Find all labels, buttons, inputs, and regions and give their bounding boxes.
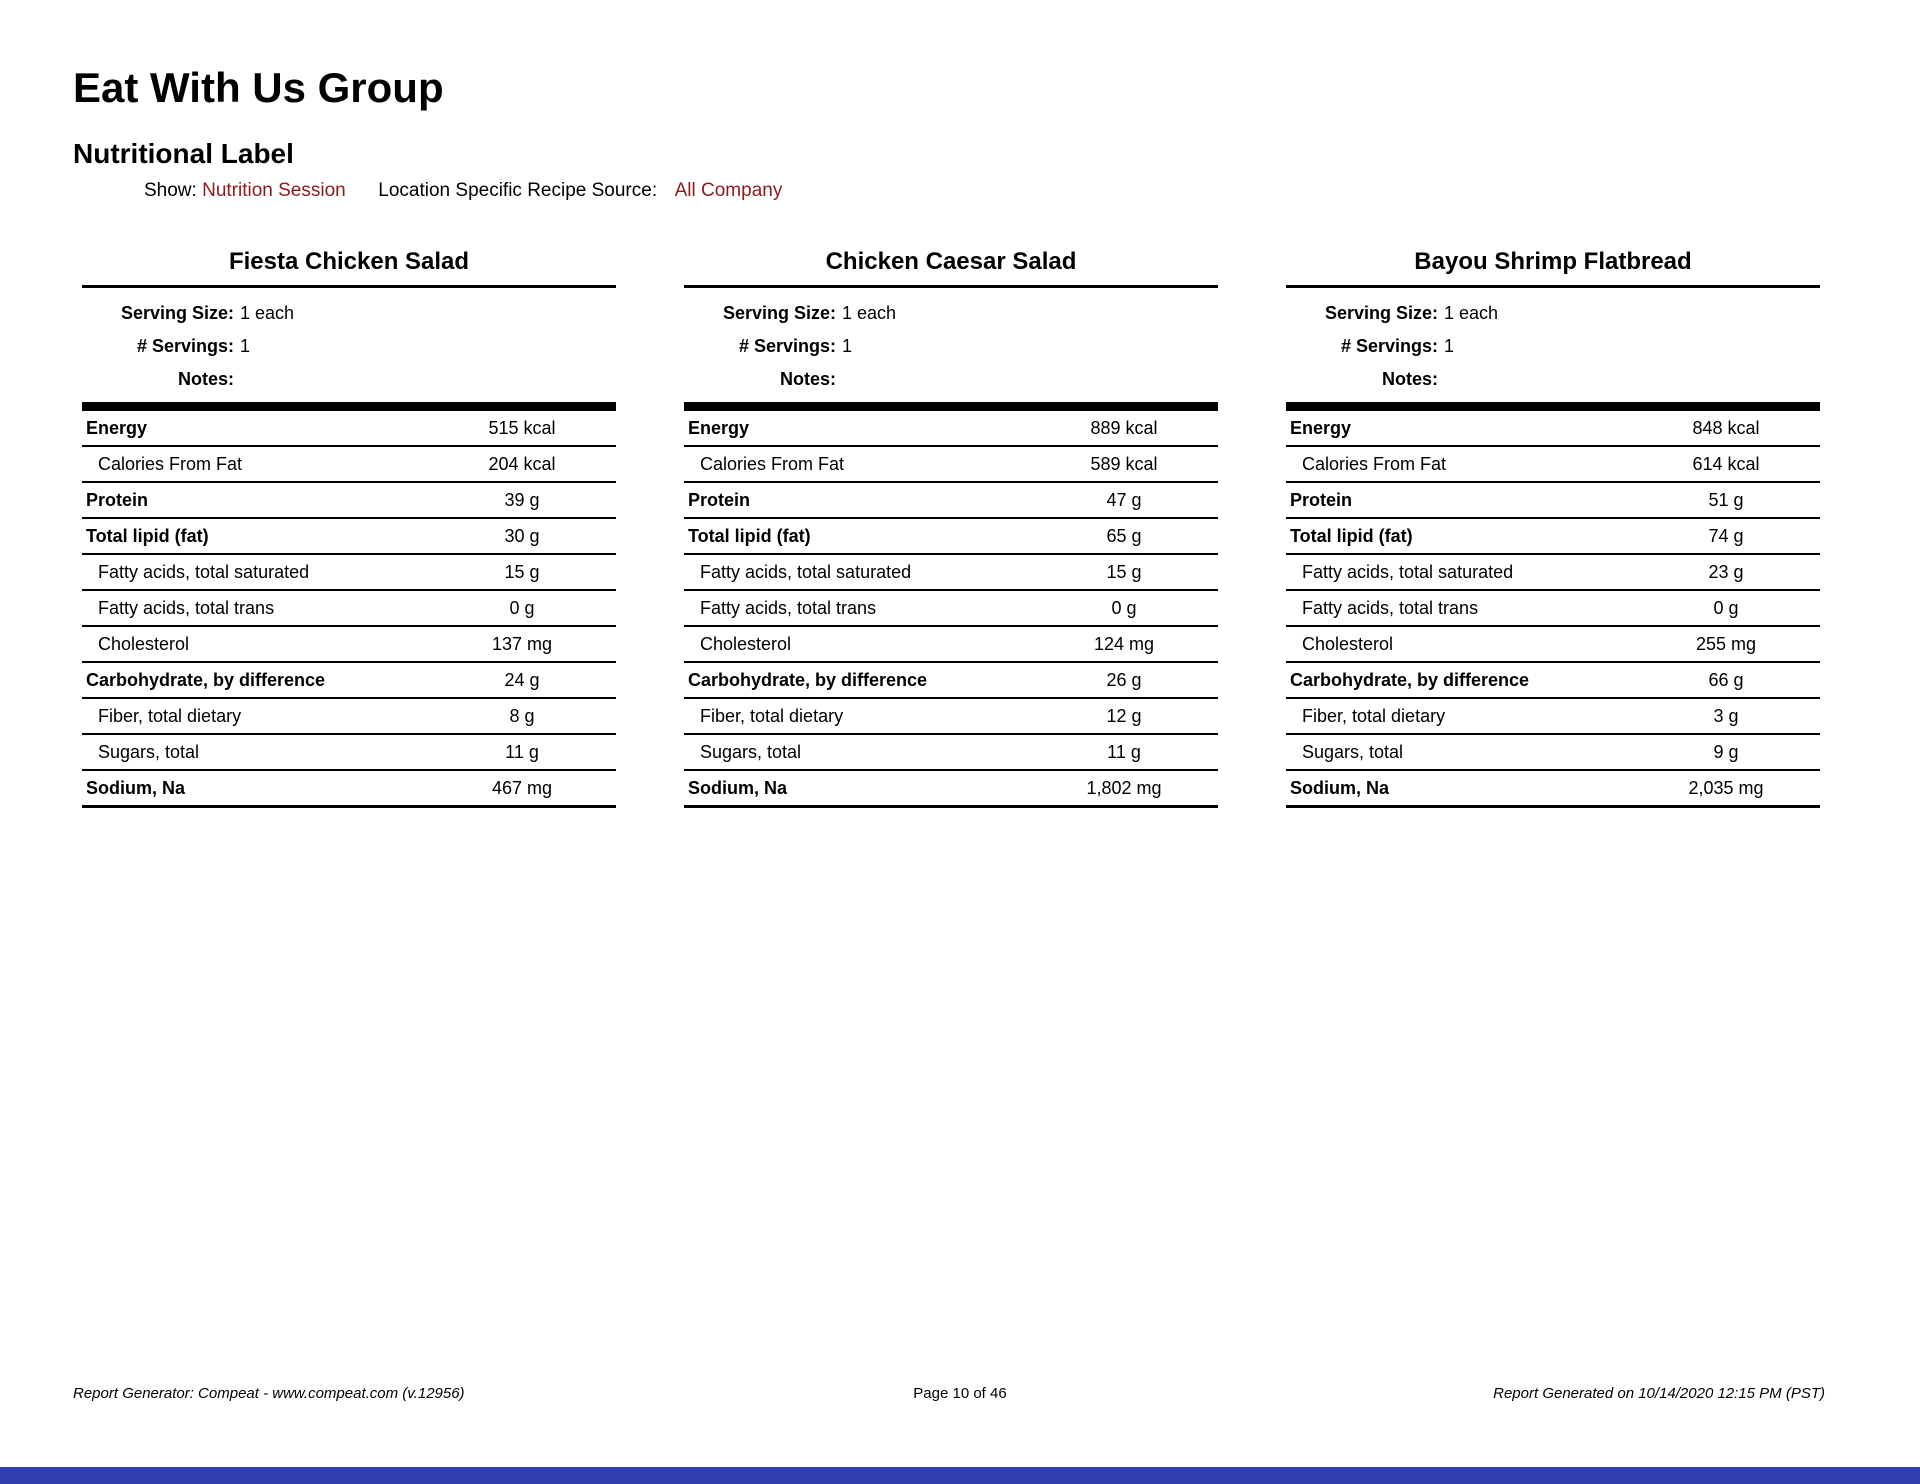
show-value: Nutrition Session [202,180,346,201]
nutrient-name: Fatty acids, total saturated [98,561,310,582]
nutrient-name: Carbohydrate, by difference [86,669,326,690]
nutrient-name: Cholesterol [1302,633,1394,654]
nutrient-name: Total lipid (fat) [86,525,209,546]
serving-size-label: Serving Size: [1324,303,1438,323]
nutrient-value: 23 g [1708,561,1744,582]
nutrition-labels [82,248,1820,808]
nutrient-value: 47 g [1106,489,1142,510]
recipe-title: Fiesta Chicken Salad [82,248,616,288]
nutrient-row [684,627,1218,663]
notes-label: Notes: [1381,369,1438,389]
nutrient-row [1286,555,1820,591]
nutrient-row [1286,411,1820,447]
footer-page-number: Page 10 of 46 [913,1385,1007,1402]
label-head [684,288,1218,402]
nutrient-name: Protein [86,489,149,510]
nutrient-row [1286,663,1820,699]
nutrient-name: Sugars, total [1302,741,1404,762]
nutrient-value: 2,035 mg [1688,777,1764,798]
nutrient-value: 15 g [504,561,540,582]
nutrient-value: 11 g [505,741,539,762]
servings-value: 1 [842,336,853,356]
nutrient-row [684,555,1218,591]
report-title: Nutritional Label [73,138,294,169]
nutrient-name: Total lipid (fat) [688,525,811,546]
nutrient-row [82,483,616,519]
nutrient-value: 204 kcal [488,453,556,474]
nutrient-rows [82,411,616,808]
nutrient-value: 11 g [1107,741,1141,762]
nutrient-row [1286,771,1820,808]
nutrient-row [684,519,1218,555]
nutrient-row [1286,447,1820,483]
nutrient-name: Fatty acids, total saturated [700,561,912,582]
source-value: All Company [674,180,783,201]
nutrient-value: 0 g [1713,597,1739,618]
serving-size-value: 1 each [842,303,897,323]
servings-label: # Servings: [136,336,234,356]
serving-size-label: Serving Size: [722,303,836,323]
nutrient-row [82,771,616,808]
recipe-title: Bayou Shrimp Flatbread [1286,248,1820,288]
nutrient-value: 467 mg [491,777,553,798]
label-head [1286,288,1820,402]
nutrient-row [82,555,616,591]
nutrient-value: 24 g [504,669,540,690]
nutrient-name: Sodium, Na [688,777,788,798]
nutrient-value: 12 g [1106,705,1142,726]
nutrient-row [684,411,1218,447]
nutrient-value: 74 g [1708,525,1744,546]
nutrient-value: 66 g [1708,669,1744,690]
nutrient-name: Sugars, total [700,741,802,762]
nutrient-row [82,447,616,483]
nutrient-name: Fatty acids, total trans [98,597,275,618]
nutrient-value: 848 kcal [1692,417,1760,438]
servings-value: 1 [1444,336,1455,356]
nutrient-rows [1286,411,1820,808]
nutrition-label [684,248,1218,808]
nutrient-name: Fiber, total dietary [98,705,242,726]
nutrient-name: Energy [688,417,750,438]
nutrient-value: 3 g [1713,705,1739,726]
nutrient-name: Sodium, Na [1290,777,1390,798]
serving-size-value: 1 each [1444,303,1499,323]
nutrient-row [1286,483,1820,519]
nutrient-name: Total lipid (fat) [1290,525,1413,546]
nutrient-value: 889 kcal [1090,417,1158,438]
recipe-title: Chicken Caesar Salad [684,248,1218,288]
servings-line [684,330,1218,363]
nutrient-name: Fatty acids, total trans [700,597,877,618]
bottom-bar [0,1467,1920,1484]
nutrient-value: 589 kcal [1090,453,1158,474]
nutrient-value: 51 g [1708,489,1744,510]
serving-size-value: 1 each [240,303,295,323]
footer-generated-timestamp: Report Generated on 10/14/2020 12:15 PM (PST) [1493,1385,1825,1402]
nutrient-value: 614 kcal [1692,453,1760,474]
nutrient-value: 1,802 mg [1086,777,1162,798]
nutrition-label [1286,248,1820,808]
nutrient-row [1286,735,1820,771]
nutrient-name: Calories From Fat [98,453,243,474]
nutrient-name: Fatty acids, total saturated [1302,561,1514,582]
serving-size-line [82,297,616,330]
report-parameters [144,180,782,202]
nutrient-value: 26 g [1106,669,1142,690]
nutrient-row [684,771,1218,808]
show-label: Show: [144,180,197,201]
nutrient-row [684,699,1218,735]
nutrient-row [82,411,616,447]
nutrient-name: Energy [86,417,148,438]
nutrition-label [82,248,616,808]
nutrient-row [684,447,1218,483]
notes-line [1286,363,1820,396]
notes-line [82,363,616,396]
nutrient-name: Fatty acids, total trans [1302,597,1479,618]
nutrient-name: Cholesterol [700,633,792,654]
notes-line [684,363,1218,396]
nutrient-name: Fiber, total dietary [700,705,844,726]
nutrient-value: 515 kcal [488,417,556,438]
nutrient-name: Protein [1290,489,1353,510]
nutrient-value: 124 mg [1093,633,1155,654]
nutrient-row [684,483,1218,519]
nutrient-row [82,519,616,555]
nutrient-name: Calories From Fat [1302,453,1447,474]
nutrient-value: 15 g [1106,561,1142,582]
servings-line [82,330,616,363]
divider-bar [82,402,616,411]
notes-label: Notes: [177,369,234,389]
nutrient-row [684,735,1218,771]
nutrient-value: 255 mg [1695,633,1757,654]
source-label: Location Specific Recipe Source: [378,180,658,201]
nutrient-name: Calories From Fat [700,453,845,474]
footer-generator: Report Generator: Compeat - www.compeat.com (v.12956) [73,1385,465,1402]
nutrient-value: 0 g [509,597,535,618]
nutrient-value: 8 g [509,705,535,726]
nutrient-name: Sodium, Na [86,777,186,798]
nutrient-value: 137 mg [491,633,553,654]
notes-label: Notes: [779,369,836,389]
nutrient-row [82,735,616,771]
report-footer [0,1385,1920,1407]
nutrient-name: Cholesterol [98,633,190,654]
nutrient-row [82,591,616,627]
nutrient-row [684,663,1218,699]
nutrient-row [82,699,616,735]
servings-label: # Servings: [738,336,836,356]
nutrient-row [1286,699,1820,735]
nutrient-row [684,591,1218,627]
nutrient-name: Carbohydrate, by difference [1290,669,1530,690]
label-head [82,288,616,402]
nutrient-name: Carbohydrate, by difference [688,669,928,690]
nutrient-name: Protein [688,489,751,510]
nutrient-value: 9 g [1713,741,1739,762]
serving-size-line [1286,297,1820,330]
nutrient-value: 65 g [1106,525,1142,546]
serving-size-label: Serving Size: [120,303,234,323]
divider-bar [684,402,1218,411]
nutrient-value: 39 g [504,489,540,510]
servings-line [1286,330,1820,363]
servings-value: 1 [240,336,251,356]
servings-label: # Servings: [1340,336,1438,356]
nutrient-row [1286,591,1820,627]
serving-size-line [684,297,1218,330]
company-title: Eat With Us Group [73,64,444,111]
nutrient-rows [684,411,1218,808]
divider-bar [1286,402,1820,411]
nutrient-row [82,663,616,699]
nutrient-row [82,627,616,663]
nutrient-name: Fiber, total dietary [1302,705,1446,726]
nutrient-name: Sugars, total [98,741,200,762]
nutrient-value: 30 g [504,525,540,546]
nutrient-row [1286,627,1820,663]
nutrient-value: 0 g [1111,597,1137,618]
nutrient-row [1286,519,1820,555]
nutrient-name: Energy [1290,417,1352,438]
